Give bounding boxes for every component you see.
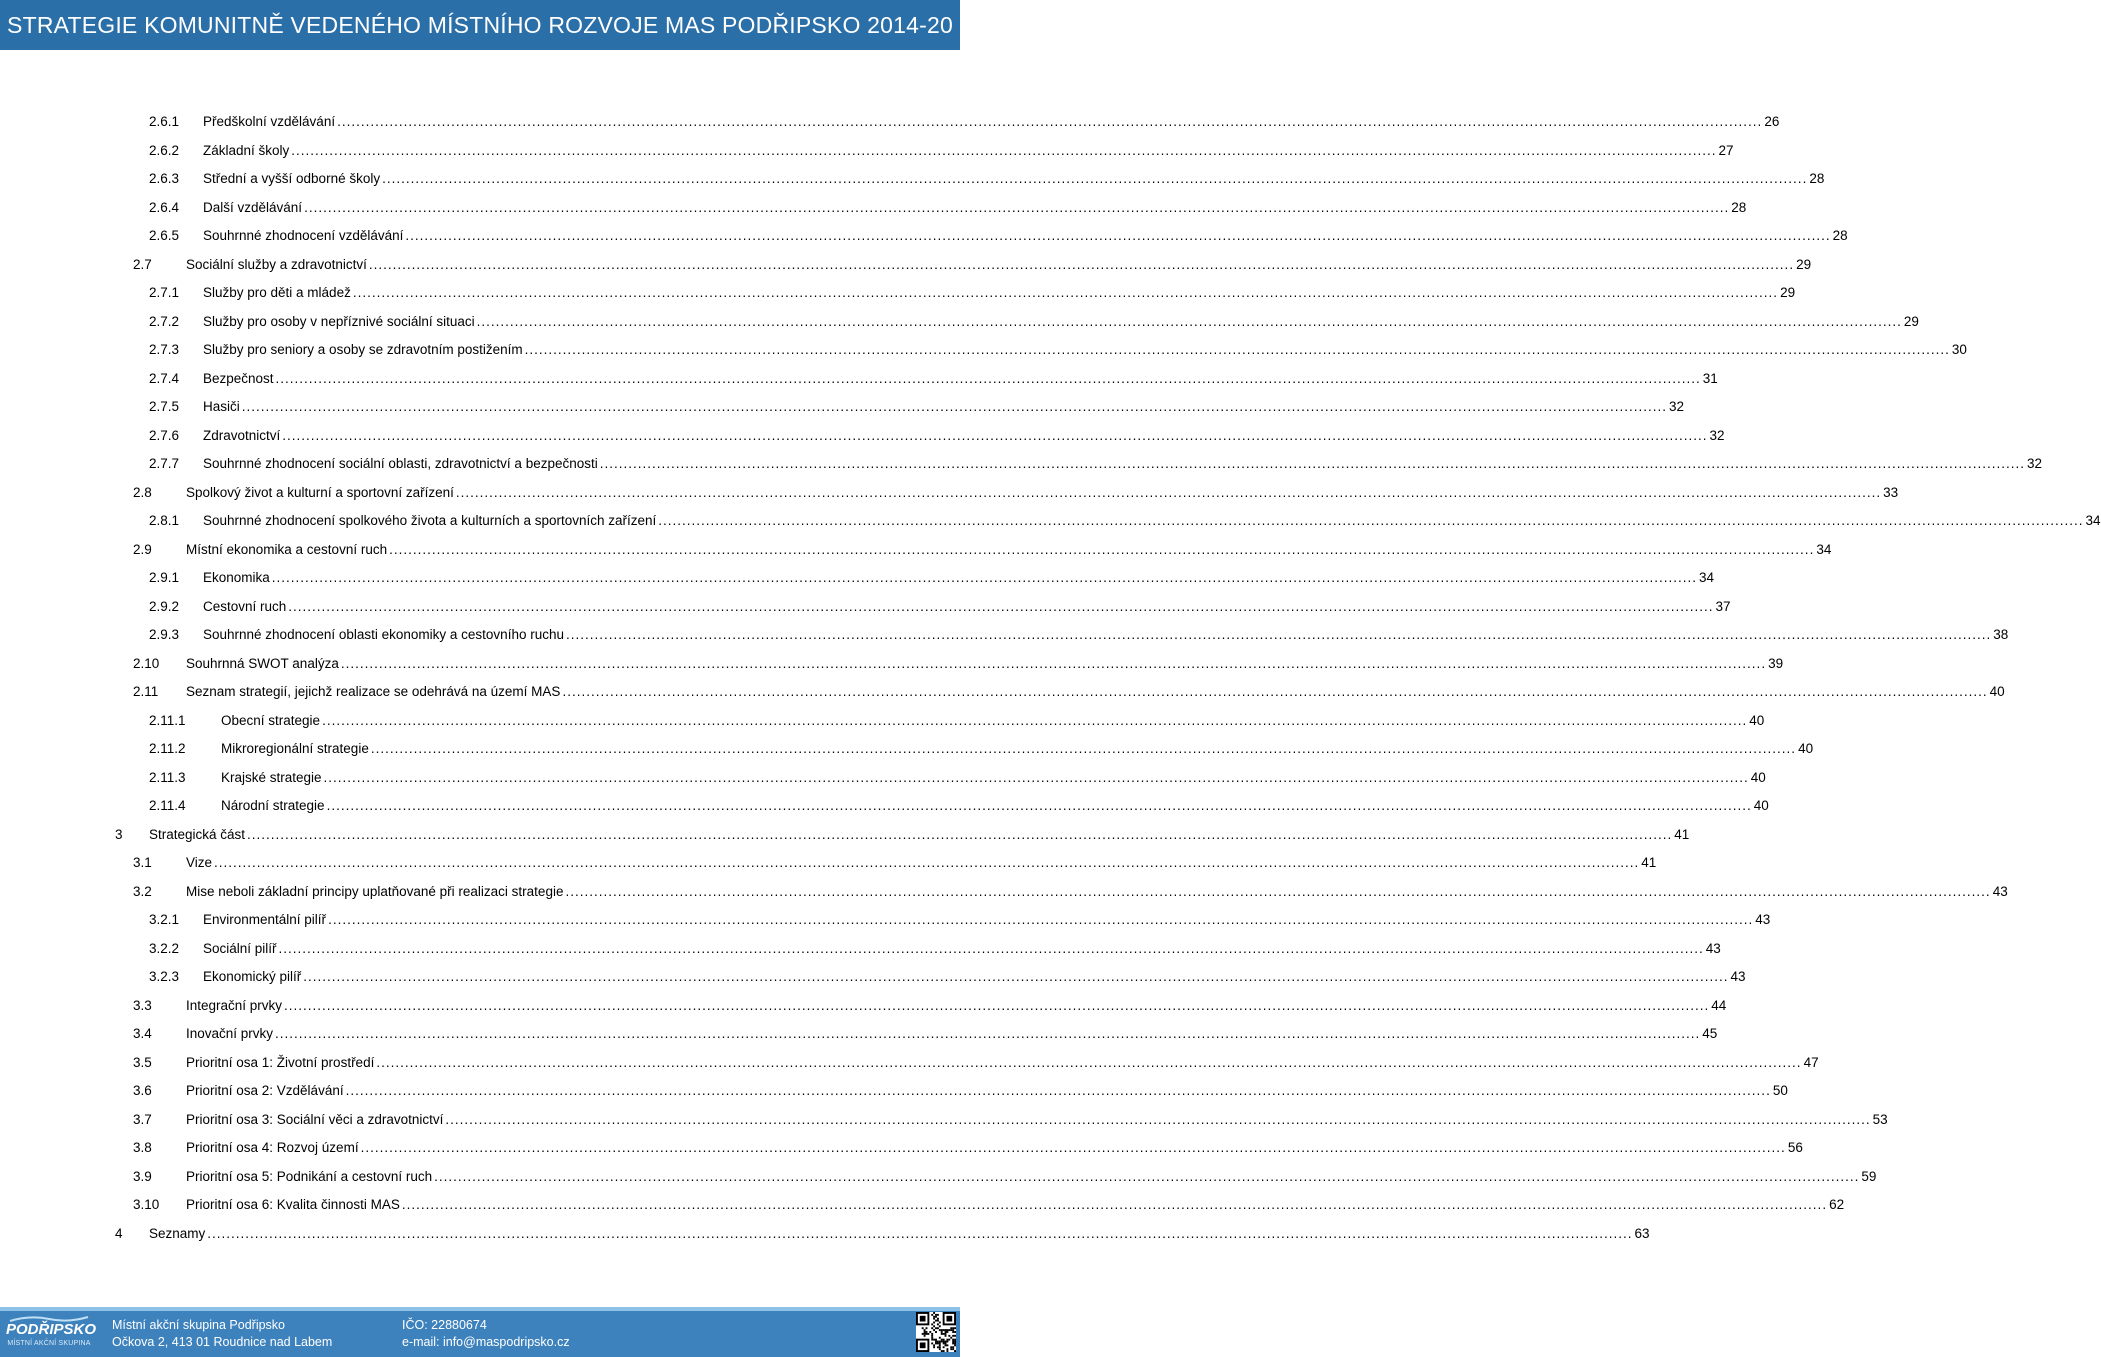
toc-dot-leader: ............................................................................................................................................................................................................................................................................................................ (247, 826, 1673, 842)
toc-entry-title: Seznam strategií, jejichž realizace se odehrává na území MAS (186, 684, 561, 699)
toc-entry-title: Souhrnné zhodnocení vzdělávání (203, 228, 404, 243)
toc-entry[interactable] (0, 735, 1814, 764)
toc-entry-number: 2.11 (133, 684, 159, 699)
toc-entry-line (221, 792, 1769, 821)
toc-entry[interactable] (0, 422, 1725, 451)
toc-entry[interactable] (0, 1020, 1718, 1049)
toc-entry-title: Prioritní osa 6: Kvalita činnosti MAS (186, 1197, 400, 1212)
toc-entry-page: 26 (1764, 114, 1780, 129)
toc-entry-page: 40 (1750, 769, 1766, 785)
toc-entry-number: 2.7.6 (149, 427, 180, 443)
toc-entry-page: 43 (1992, 883, 2008, 899)
toc-entry-line (186, 479, 1899, 508)
toc-entry-number: 2.7.7 (149, 456, 180, 471)
toc-entry-page: 50 (1772, 1083, 1788, 1098)
toc-entry-line (203, 279, 1796, 308)
toc-entry-title: Souhrnné zhodnocení sociální oblasti, zdravotnictví a bezpečnosti (203, 456, 598, 471)
toc-entry-line (186, 251, 1812, 280)
toc-entry-number: 2.8.1 (149, 513, 180, 528)
toc-entry-number: 2.7.2 (149, 313, 180, 329)
toc-entry-line (186, 1020, 1718, 1049)
toc-entry[interactable] (0, 1077, 1788, 1106)
toc-entry-title: Strategická část (149, 826, 246, 842)
toc-entry-number: 3.9 (133, 1168, 152, 1184)
toc-entry-line (203, 906, 1771, 935)
toc-entry[interactable] (0, 393, 1685, 422)
footer-stripe (0, 1307, 960, 1311)
toc-entry[interactable] (0, 878, 2008, 907)
toc-entry-title: Předškolní vzdělávání (203, 114, 336, 129)
toc-dot-leader: ............................................................................................................................................................................................................................................................................................................ (284, 997, 1710, 1013)
toc-entry[interactable] (0, 1191, 1845, 1220)
toc-entry-page: 43 (1730, 969, 1746, 984)
toc-entry-page: 40 (1989, 684, 2005, 699)
toc-entry[interactable] (0, 479, 1899, 508)
toc-dot-leader: ............................................................................................................................................................................................................................................................................................................ (405, 228, 1831, 243)
toc-entry-page: 29 (1796, 256, 1812, 272)
toc-entry-title: Hasiči (203, 399, 240, 414)
toc-entry-number: 3.4 (133, 1026, 152, 1041)
toc-dot-leader: ............................................................................................................................................................................................................................................................................................................ (368, 256, 1795, 272)
toc-entry-page: 41 (1641, 855, 1657, 870)
toc-entry-title: Služby pro seniory a osoby se zdravotním postižením (203, 342, 523, 357)
toc-entry-line (149, 1220, 1650, 1249)
toc-entry-page: 27 (1718, 142, 1734, 158)
toc-entry-title: Sociální služby a zdravotnictví (186, 256, 367, 272)
footer-email[interactable]: e-mail: info@maspodripsko.cz (402, 1335, 570, 1349)
toc-dot-leader: ............................................................................................................................................................................................................................................................................................................ (291, 142, 1717, 158)
toc-entry[interactable] (0, 308, 1919, 337)
toc-entry[interactable] (0, 507, 2101, 536)
toc-entry-line (203, 507, 2101, 536)
toc-dot-leader: ............................................................................................................................................................................................................................................................................................................ (345, 1083, 1771, 1098)
toc-entry-number: 2.8 (133, 484, 152, 500)
page-footer (0, 1307, 960, 1357)
toc-dot-leader: ............................................................................................................................................................................................................................................................................................................ (322, 712, 1748, 728)
toc-entry[interactable] (0, 1220, 1650, 1249)
toc-entry-page: 43 (1755, 912, 1771, 927)
toc-entry-number: 2.11.3 (149, 769, 186, 785)
toc-dot-leader: ............................................................................................................................................................................................................................................................................................................ (476, 313, 1902, 329)
toc-entry[interactable] (0, 849, 1657, 878)
toc-entry[interactable] (0, 1049, 1819, 1078)
toc-entry-page: 32 (1709, 427, 1725, 443)
toc-entry-page: 34 (1699, 570, 1715, 585)
toc-entry[interactable] (0, 992, 1727, 1021)
toc-entry-number: 3.5 (133, 1054, 152, 1070)
toc-entry-page: 43 (1705, 940, 1721, 956)
toc-dot-leader: ............................................................................................................................................................................................................................................................................................................ (382, 171, 1808, 186)
toc-dot-leader: ............................................................................................................................................................................................................................................................................................................ (288, 598, 1714, 614)
toc-entry-line (203, 194, 1747, 223)
toc-dot-leader: ............................................................................................................................................................................................................................................................................................................ (445, 1111, 1871, 1127)
toc-entry-page: 28 (1731, 199, 1747, 215)
toc-entry-title: Další vzdělávání (203, 199, 303, 215)
toc-entry-title: Obecní strategie (221, 712, 321, 728)
toc-entry[interactable] (0, 137, 1734, 166)
footer-contact-info (402, 1317, 570, 1351)
toc-dot-leader: ............................................................................................................................................................................................................................................................................................................ (275, 1026, 1701, 1041)
toc-entry[interactable] (0, 792, 1769, 821)
toc-entry[interactable] (0, 1134, 1803, 1163)
toc-entry-number: 2.7.4 (149, 370, 180, 386)
toc-entry-title: Místní ekonomika a cestovní ruch (186, 541, 388, 557)
toc-entry-line (186, 1134, 1803, 1163)
toc-dot-leader: ............................................................................................................................................................................................................................................................................................................ (434, 1168, 1860, 1184)
toc-entry-title: Národní strategie (221, 798, 325, 813)
toc-entry-number: 4 (115, 1225, 123, 1241)
toc-entry-title: Mise neboli základní principy uplatňované při realizaci strategie (186, 883, 564, 899)
toc-entry-title: Základní školy (203, 142, 290, 158)
toc-dot-leader: ............................................................................................................................................................................................................................................................................................................ (370, 741, 1797, 756)
toc-entry-title: Souhrnné zhodnocení spolkového života a kulturních a sportovních zařízení (203, 513, 657, 528)
toc-entry-page: 56 (1787, 1140, 1803, 1155)
toc-entry-page: 62 (1829, 1197, 1845, 1212)
toc-entry-title: Seznamy (149, 1225, 206, 1241)
toc-entry-number: 3 (115, 826, 123, 842)
toc-entry-line (203, 393, 1685, 422)
toc-entry-number: 2.7.1 (149, 285, 180, 300)
toc-entry-line (186, 536, 1832, 565)
toc-entry-line (203, 422, 1725, 451)
toc-entry-title: Služby pro děti a mládež (203, 285, 351, 300)
toc-entry-page: 30 (1951, 342, 1967, 357)
toc-entry-line (221, 764, 1766, 793)
toc-entry-number: 3.8 (133, 1140, 152, 1155)
toc-dot-leader: ............................................................................................................................................................................................................................................................................................................ (340, 655, 1767, 671)
toc-entry-title: Prioritní osa 1: Životní prostředí (186, 1054, 375, 1070)
toc-entry-title: Služby pro osoby v nepříznivé sociální situaci (203, 313, 475, 329)
toc-entry[interactable] (0, 935, 1721, 964)
logo-subtext: MÍSTNÍ AKČNÍ SKUPINA (7, 1340, 91, 1347)
toc-entry-page: 59 (1861, 1168, 1877, 1184)
toc-dot-leader: ............................................................................................................................................................................................................................................................................................................ (455, 484, 1882, 500)
toc-entry[interactable] (0, 821, 1690, 850)
toc-entry[interactable] (0, 564, 1715, 593)
toc-entry-title: Prioritní osa 4: Rozvoj území (186, 1140, 359, 1155)
toc-entry[interactable] (0, 365, 1718, 394)
toc-entry-title: Cestovní ruch (203, 598, 287, 614)
toc-entry-line (186, 1163, 1877, 1192)
toc-entry-line (203, 450, 2043, 479)
toc-entry-title: Sociální pilíř (203, 940, 277, 956)
toc-entry-number: 2.11.4 (149, 798, 186, 813)
toc-entry-title: Ekonomika (203, 570, 270, 585)
toc-entry-line (203, 621, 2009, 650)
toc-dot-leader: ............................................................................................................................................................................................................................................................................................................ (599, 456, 2025, 471)
toc-entry-number: 2.7 (133, 256, 152, 272)
table-of-contents (0, 108, 2101, 1248)
toc-dot-leader: ............................................................................................................................................................................................................................................................................................................ (323, 769, 1749, 785)
toc-entry-number: 2.6.3 (149, 171, 180, 186)
toc-entry-line (186, 1049, 1819, 1078)
toc-entry-number: 2.9.2 (149, 598, 180, 614)
toc-entry-title: Střední a vyšší odborné školy (203, 171, 381, 186)
toc-dot-leader: ............................................................................................................................................................................................................................................................................................................ (565, 627, 1992, 642)
toc-entry-page: 33 (1883, 484, 1899, 500)
toc-dot-leader: ............................................................................................................................................................................................................................................................................................................ (326, 798, 1752, 813)
footer-address: Očkova 2, 413 01 Roudnice nad Labem (112, 1335, 333, 1349)
toc-dot-leader: ............................................................................................................................................................................................................................................................................................................ (562, 684, 1988, 699)
toc-entry-number: 3.2 (133, 883, 152, 899)
toc-dot-leader: ............................................................................................................................................................................................................................................................................................................ (278, 940, 1704, 956)
toc-entry-page: 28 (1809, 171, 1825, 186)
toc-entry[interactable] (0, 707, 1765, 736)
toc-entry[interactable] (0, 678, 2005, 707)
toc-entry[interactable] (0, 621, 2009, 650)
toc-dot-leader: ............................................................................................................................................................................................................................................................................................................ (658, 513, 2084, 528)
toc-dot-leader: ............................................................................................................................................................................................................................................................................................................ (271, 570, 1698, 585)
toc-entry-title: Zdravotnictví (203, 427, 281, 443)
toc-entry-line (203, 165, 1825, 194)
toc-dot-leader: ............................................................................................................................................................................................................................................................................................................ (401, 1197, 1828, 1212)
toc-entry[interactable] (0, 906, 1771, 935)
toc-entry-page: 34 (1816, 541, 1832, 557)
toc-entry-page: 63 (1634, 1225, 1650, 1241)
toc-dot-leader: ............................................................................................................................................................................................................................................................................................................ (337, 114, 1763, 129)
toc-entry[interactable] (0, 536, 1832, 565)
toc-entry-title: Environmentální pilíř (203, 912, 327, 927)
toc-entry-title: Vize (186, 855, 213, 870)
toc-entry-title: Spolkový život a kulturní a sportovní zařízení (186, 484, 454, 500)
toc-entry-number: 2.7.5 (149, 399, 180, 414)
toc-dot-leader: ............................................................................................................................................................................................................................................................................................................ (376, 1054, 1802, 1070)
qr-code-icon (916, 1312, 956, 1352)
toc-entry-number: 3.6 (133, 1083, 152, 1098)
toc-entry-page: 34 (2085, 513, 2101, 528)
toc-entry[interactable] (0, 650, 1784, 679)
podripsko-logo (6, 1313, 97, 1353)
toc-dot-leader: ............................................................................................................................................................................................................................................................................................................ (360, 1140, 1786, 1155)
toc-entry-page: 41 (1674, 826, 1690, 842)
toc-entry-line (203, 935, 1721, 964)
toc-entry-page: 28 (1832, 228, 1848, 243)
toc-entry-line (203, 365, 1718, 394)
toc-dot-leader: ............................................................................................................................................................................................................................................................................................................ (565, 883, 1991, 899)
toc-entry-page: 37 (1715, 598, 1731, 614)
toc-entry-line (203, 564, 1715, 593)
toc-entry-number: 3.1 (133, 855, 152, 870)
toc-entry-line (203, 308, 1919, 337)
toc-dot-leader: ............................................................................................................................................................................................................................................................................................................ (214, 855, 1640, 870)
toc-entry-page: 29 (1780, 285, 1796, 300)
toc-dot-leader: ............................................................................................................................................................................................................................................................................................................ (282, 427, 1708, 443)
toc-entry-number: 2.9.1 (149, 570, 180, 585)
toc-dot-leader: ............................................................................................................................................................................................................................................................................................................ (352, 285, 1779, 300)
toc-entry[interactable] (0, 1163, 1877, 1192)
toc-entry-number: 3.10 (133, 1197, 160, 1212)
toc-dot-leader: ............................................................................................................................................................................................................................................................................................................ (275, 370, 1701, 386)
toc-entry-page: 45 (1702, 1026, 1718, 1041)
toc-entry-page: 32 (2026, 456, 2043, 471)
toc-entry[interactable] (0, 764, 1766, 793)
toc-entry-title: Prioritní osa 2: Vzdělávání (186, 1083, 344, 1098)
toc-entry-line (186, 1077, 1788, 1106)
toc-entry-number: 3.2.1 (149, 912, 180, 927)
toc-entry-page: 39 (1768, 655, 1784, 671)
toc-entry[interactable] (0, 279, 1796, 308)
toc-entry[interactable] (0, 165, 1825, 194)
toc-entry-page: 31 (1702, 370, 1718, 386)
toc-entry-line (203, 963, 1746, 992)
toc-entry-page: 40 (1753, 798, 1769, 813)
toc-entry[interactable] (0, 450, 2043, 479)
toc-entry-title: Prioritní osa 5: Podnikání a cestovní ruch (186, 1168, 433, 1184)
toc-entry-number: 2.6.2 (149, 142, 180, 158)
toc-entry-title: Mikroregionální strategie (221, 741, 369, 756)
toc-entry-line (186, 878, 2008, 907)
toc-entry-page: 40 (1798, 741, 1814, 756)
toc-entry-page: 44 (1711, 997, 1727, 1013)
toc-entry-page: 29 (1903, 313, 1919, 329)
footer-org-info (112, 1317, 332, 1351)
toc-entry-line (186, 678, 2005, 707)
toc-entry-number: 3.7 (133, 1111, 152, 1127)
toc-entry-number: 2.6.5 (149, 228, 180, 243)
toc-entry[interactable] (0, 251, 1812, 280)
toc-entry[interactable] (0, 108, 1780, 137)
toc-entry-page: 40 (1749, 712, 1765, 728)
toc-entry-title: Prioritní osa 3: Sociální věci a zdravotnictví (186, 1111, 444, 1127)
toc-entry-number: 2.6.1 (149, 114, 180, 129)
toc-entry-title: Souhrnná SWOT analýza (186, 655, 339, 671)
toc-entry-title: Souhrnné zhodnocení oblasti ekonomiky a cestovního ruchu (203, 627, 564, 642)
toc-entry-line (221, 707, 1765, 736)
toc-entry[interactable] (0, 222, 1848, 251)
toc-dot-leader: ............................................................................................................................................................................................................................................................................................................ (304, 199, 1730, 215)
toc-entry-page: 53 (1872, 1111, 1888, 1127)
logo-text: PODŘIPSKO (6, 1321, 97, 1338)
toc-entry-title: Ekonomický pilíř (203, 969, 302, 984)
toc-entry-title: Integrační prvky (186, 997, 283, 1013)
toc-dot-leader: ............................................................................................................................................................................................................................................................................................................ (328, 912, 1754, 927)
toc-entry-line (203, 222, 1848, 251)
toc-entry-line (186, 1106, 1888, 1135)
toc-dot-leader: ............................................................................................................................................................................................................................................................................................................ (207, 1225, 1633, 1241)
toc-entry-title: Inovační prvky (186, 1026, 274, 1041)
toc-entry[interactable] (0, 194, 1747, 223)
toc-entry-line (203, 137, 1734, 166)
toc-dot-leader: ............................................................................................................................................................................................................................................................................................................ (241, 399, 1667, 414)
toc-entry-number: 2.10 (133, 655, 160, 671)
toc-entry-number: 2.11.1 (149, 712, 186, 728)
toc-entry-line (149, 821, 1690, 850)
toc-entry[interactable] (0, 963, 1746, 992)
toc-entry-line (203, 108, 1780, 137)
toc-entry-title: Bezpečnost (203, 370, 274, 386)
toc-entry-number: 3.2.2 (149, 940, 180, 956)
toc-entry-number: 3.3 (133, 997, 152, 1013)
toc-entry-line (221, 735, 1814, 764)
header-title: STRATEGIE KOMUNITNĚ VEDENÉHO MÍSTNÍHO ROZVOJE MAS PODŘIPSKO 2014-20 (7, 11, 953, 38)
toc-entry-line (203, 593, 1731, 622)
toc-entry-line (186, 650, 1784, 679)
toc-entry-line (203, 336, 1967, 365)
toc-dot-leader: ............................................................................................................................................................................................................................................................................................................ (524, 342, 1950, 357)
footer-org-name: Místní akční skupina Podřipsko (112, 1318, 285, 1332)
toc-entry[interactable] (0, 1106, 1888, 1135)
toc-entry-line (186, 992, 1727, 1021)
toc-entry-page: 32 (1669, 399, 1685, 414)
toc-entry-page: 38 (1993, 627, 2009, 642)
page-header (0, 0, 960, 50)
toc-entry-number: 3.2.3 (149, 969, 180, 984)
toc-entry-title: Krajské strategie (221, 769, 322, 785)
toc-dot-leader: ............................................................................................................................................................................................................................................................................................................ (303, 969, 1729, 984)
toc-entry-number: 2.9 (133, 541, 152, 557)
toc-entry[interactable] (0, 593, 1731, 622)
toc-entry-page: 47 (1803, 1054, 1819, 1070)
footer-ico: IČO: 22880674 (402, 1318, 487, 1332)
toc-entry-line (186, 849, 1657, 878)
toc-entry[interactable] (0, 336, 1967, 365)
toc-entry-line (186, 1191, 1845, 1220)
toc-entry-number: 2.7.3 (149, 342, 180, 357)
toc-entry-number: 2.9.3 (149, 627, 180, 642)
toc-dot-leader: ............................................................................................................................................................................................................................................................................................................ (389, 541, 1815, 557)
toc-entry-number: 2.11.2 (149, 741, 186, 756)
toc-entry-number: 2.6.4 (149, 199, 180, 215)
